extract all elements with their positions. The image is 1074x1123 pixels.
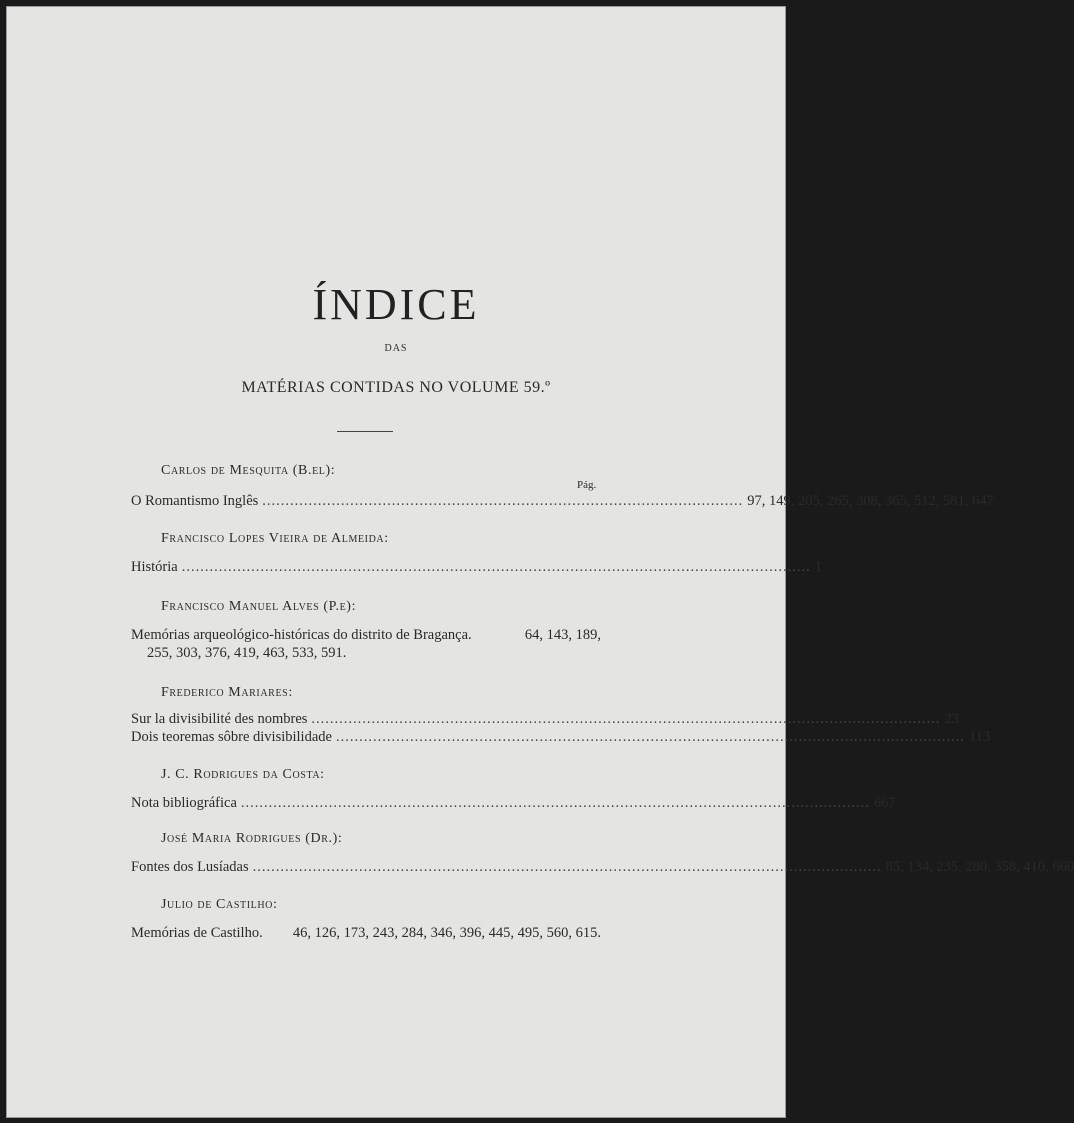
- author-heading: José Maria Rodrigues (Dr.):: [161, 831, 343, 846]
- author-heading: J. C. Rodrigues da Costa:: [161, 767, 325, 782]
- author-heading: Julio de Castilho:: [161, 897, 278, 912]
- entry-title: História: [131, 559, 178, 575]
- entry-pages: 64, 143, 189,: [524, 627, 601, 643]
- author-heading: Francisco Manuel Alves (P.e):: [161, 599, 357, 614]
- index-entry: [131, 859, 1074, 876]
- entry-pages: 23: [944, 711, 959, 727]
- leader-dots: ........................................................................................................................................: [311, 711, 941, 727]
- das-label: DAS: [384, 343, 408, 354]
- leader-dots: ........................................................................................................................................: [181, 559, 811, 575]
- author-heading: Francisco Lopes Vieira de Almeida:: [161, 531, 389, 546]
- index-entry: [131, 627, 601, 644]
- entry-title: Sur la divisibilité des nombres: [131, 711, 308, 727]
- page: [6, 6, 1074, 1118]
- entry-title: Memórias arqueológico-históricas do distrito de Bragança.: [131, 627, 472, 643]
- bleed-through-text: [127, 127, 667, 367]
- entry-title: Memórias de Castilho.: [131, 925, 263, 941]
- entry-pages: 1: [814, 559, 822, 575]
- leader-dots: ........................................................................................................................................: [335, 729, 965, 745]
- index-entry: [131, 795, 896, 812]
- entry-title: Nota bibliográfica: [131, 795, 237, 811]
- entry-title: Fontes dos Lusíadas: [131, 859, 249, 875]
- entry-pages: 46, 126, 173, 243, 284, 346, 396, 445, 495, 560, 615.: [292, 925, 601, 941]
- entry-title: Dois teoremas sôbre divisibilidade: [131, 729, 332, 745]
- entry-title: O Romantismo Inglês: [131, 493, 259, 509]
- leader-dots: ........................................................................................................................................: [252, 859, 882, 875]
- index-entry: [131, 711, 959, 728]
- page-column-label: Pág.: [577, 479, 597, 491]
- index-entry: [131, 925, 601, 942]
- index-entry: [131, 729, 991, 746]
- author-heading: Frederico Mariares:: [161, 685, 293, 700]
- entry-pages: 113: [968, 729, 991, 745]
- index-entry: [131, 493, 994, 510]
- page-title: ÍNDICE: [312, 280, 480, 329]
- index-entry: [131, 559, 822, 576]
- entry-pages: 667: [873, 795, 896, 811]
- leader-dots: ........................................................................................................................................: [240, 795, 870, 811]
- author-heading: Carlos de Mesquita (B.el):: [161, 463, 336, 478]
- page-subtitle: MATÉRIAS CONTIDAS NO VOLUME 59.º: [241, 379, 551, 396]
- entry-pages: 97, 149, 205, 265, 308, 365, 512, 581, 647: [747, 493, 994, 509]
- divider: [337, 431, 393, 432]
- entry-pages-continuation: 255, 303, 376, 419, 463, 533, 591.: [147, 645, 347, 661]
- leader-dots: ........................................................................................................: [262, 493, 744, 509]
- entry-pages: 85, 134, 235, 280, 358, 410, 660: [885, 859, 1074, 875]
